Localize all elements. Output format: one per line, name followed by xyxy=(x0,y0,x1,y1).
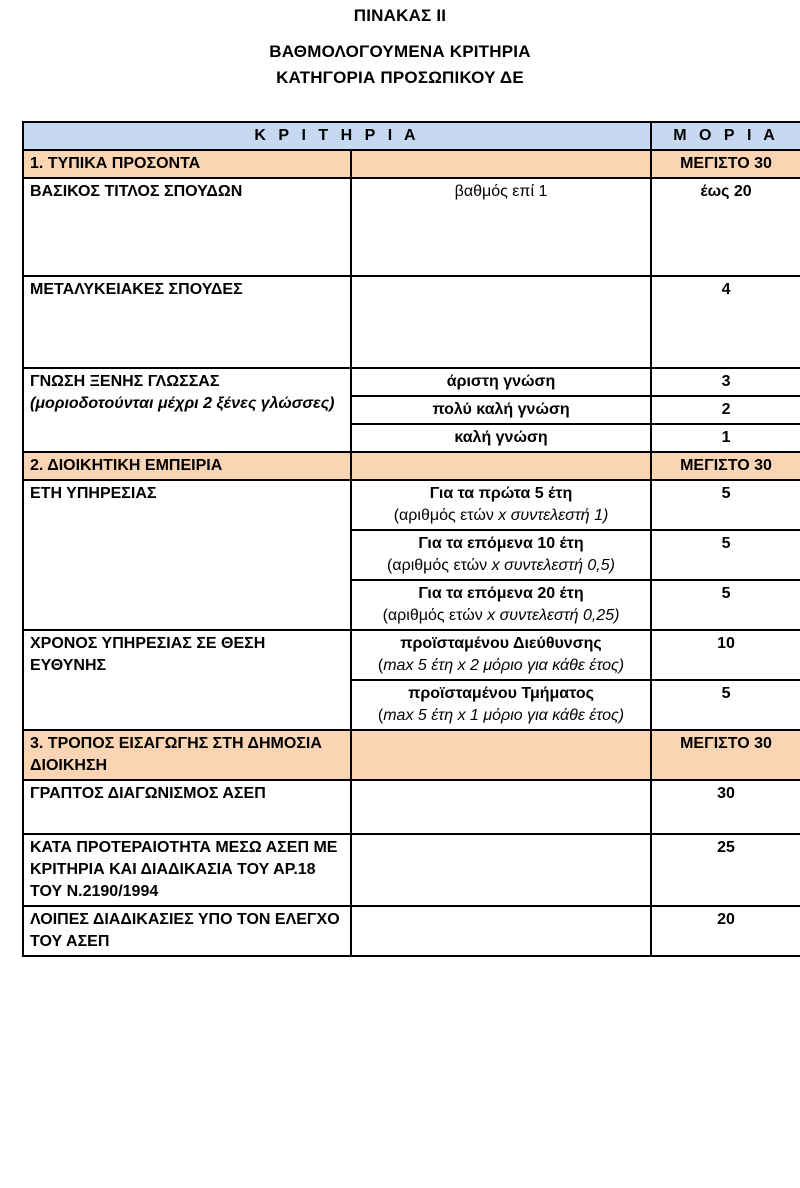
table-row xyxy=(23,276,800,368)
tier-points: 10 xyxy=(651,630,800,680)
table-number: ΠΙΝΑΚΑΣ ΙΙ xyxy=(353,6,447,25)
tier-title: Για τα επόμενα 20 έτη xyxy=(418,585,584,602)
criterion-label xyxy=(23,368,351,452)
tier-title: προϊσταμένου Διεύθυνσης xyxy=(400,635,602,652)
criterion-points: έως 20 xyxy=(651,178,800,276)
table-row xyxy=(23,906,800,956)
section-title: 2. ΔΙΟΙΚΗΤΙΚΗ ΕΜΠΕΙΡΙΑ xyxy=(23,452,351,480)
tier-formula: x συντελεστή 0,25) xyxy=(487,607,620,624)
tier-formula-prefix: (αριθμός ετών xyxy=(387,557,492,574)
tier-title: προϊσταμένου Τμήματος xyxy=(408,685,594,702)
tier-points: 5 xyxy=(651,580,800,630)
section-max: ΜΕΓΙΣΤΟ 30 xyxy=(651,452,800,480)
criterion-label: ΧΡΟΝΟΣ ΥΠΗΡΕΣΙΑΣ ΣΕ ΘΕΣΗ ΕΥΘΥΝΗΣ xyxy=(23,630,351,730)
level-label: άριστη γνώση xyxy=(351,368,651,396)
section-title: 1. ΤΥΠΙΚΑ ΠΡΟΣΟΝΤΑ xyxy=(23,150,351,178)
points-column-header: Μ Ο Ρ Ι Α xyxy=(651,122,800,150)
document-title: ΒΑΘΜΟΛΟΓΟΥΜΕΝΑ ΚΡΙΤΗΡΙΑ xyxy=(269,42,531,61)
criteria-table xyxy=(22,121,800,957)
responsibility-tier xyxy=(351,680,651,730)
table-row xyxy=(23,480,800,530)
criterion-points: 30 xyxy=(651,780,800,834)
table-row xyxy=(23,780,800,834)
table-row xyxy=(23,178,800,276)
tier-formula-prefix: ( xyxy=(377,657,384,674)
criterion-points: 4 xyxy=(651,276,800,368)
tier-points: 5 xyxy=(651,680,800,730)
criterion-label: ΛΟΙΠΕΣ ΔΙΑΔΙΚΑΣΙΕΣ ΥΠΟ ΤΟΝ ΕΛΕΓΧΟ ΤΟΥ ΑΣΕΠ xyxy=(23,906,351,956)
section-max: ΜΕΓΙΣΤΟ 30 xyxy=(651,730,800,780)
tier-points: 5 xyxy=(651,530,800,580)
service-tier xyxy=(351,530,651,580)
criterion-label: ΚΑΤΑ ΠΡΟΤΕΡΑΙΟΤΗΤΑ ΜΕΣΩ ΑΣΕΠ ΜΕ ΚΡΙΤΗΡΙΑ ΚΑΙ ΔΙΑΔΙΚΑΣΙΑ ΤΟΥ ΑΡ.18 ΤΟΥ Ν.2190/1994 xyxy=(23,834,351,906)
criteria-column-header: Κ Ρ Ι Τ Η Ρ Ι Α xyxy=(23,122,651,150)
language-label: ΓΝΩΣΗ ΞΕΝΗΣ ΓΛΩΣΣΑΣ xyxy=(30,373,220,390)
tier-formula-prefix: ( xyxy=(377,707,384,724)
level-label: καλή γνώση xyxy=(351,424,651,452)
tier-formula: max 5 έτη x 2 μόριο για κάθε έτος) xyxy=(383,657,625,674)
criterion-label: ΕΤΗ ΥΠΗΡΕΣΙΑΣ xyxy=(23,480,351,630)
language-note: (μοριοδοτούνται μέχρι 2 ξένες γλώσσες) xyxy=(30,395,335,412)
criterion-points: 25 xyxy=(651,834,800,906)
tier-formula: x συντελεστή 0,5) xyxy=(491,557,615,574)
service-tier xyxy=(351,480,651,530)
tier-formula-prefix: (αριθμός ετών xyxy=(393,507,499,524)
service-tier xyxy=(351,580,651,630)
tier-formula: max 5 έτη x 1 μόριο για κάθε έτος) xyxy=(383,707,625,724)
level-points: 1 xyxy=(651,424,800,452)
criterion-label: ΜΕΤΑΛΥΚΕΙΑΚΕΣ ΣΠΟΥΔΕΣ xyxy=(23,276,351,368)
section-row xyxy=(23,452,800,480)
section-row xyxy=(23,730,800,780)
tier-title: Για τα επόμενα 10 έτη xyxy=(418,535,584,552)
header-row xyxy=(23,122,800,150)
tier-title: Για τα πρώτα 5 έτη xyxy=(429,485,573,502)
responsibility-tier xyxy=(351,630,651,680)
table-row xyxy=(23,368,800,396)
tier-points: 5 xyxy=(651,480,800,530)
tier-formula-prefix: (αριθμός ετών xyxy=(382,607,488,624)
level-label: πολύ καλή γνώση xyxy=(351,396,651,424)
level-points: 2 xyxy=(651,396,800,424)
level-points: 3 xyxy=(651,368,800,396)
criterion-label: ΓΡΑΠΤΟΣ ΔΙΑΓΩΝΙΣΜΟΣ ΑΣΕΠ xyxy=(23,780,351,834)
table-row xyxy=(23,834,800,906)
tier-formula: x συντελεστή 1) xyxy=(498,507,609,524)
document-subtitle: ΚΑΤΗΓΟΡΙΑ ΠΡΟΣΩΠΙΚΟΥ ΔΕ xyxy=(276,68,524,87)
table-row xyxy=(23,630,800,680)
section-max: ΜΕΓΙΣΤΟ 30 xyxy=(651,150,800,178)
criterion-label: ΒΑΣΙΚΟΣ ΤΙΤΛΟΣ ΣΠΟΥΔΩΝ xyxy=(23,178,351,276)
criterion-points: 20 xyxy=(651,906,800,956)
section-title: 3. ΤΡΟΠΟΣ ΕΙΣΑΓΩΓΗΣ ΣΤΗ ΔΗΜΟΣΙΑ ΔΙΟΙΚΗΣΗ xyxy=(23,730,351,780)
section-row xyxy=(23,150,800,178)
criterion-detail: βαθμός επί 1 xyxy=(351,178,651,276)
